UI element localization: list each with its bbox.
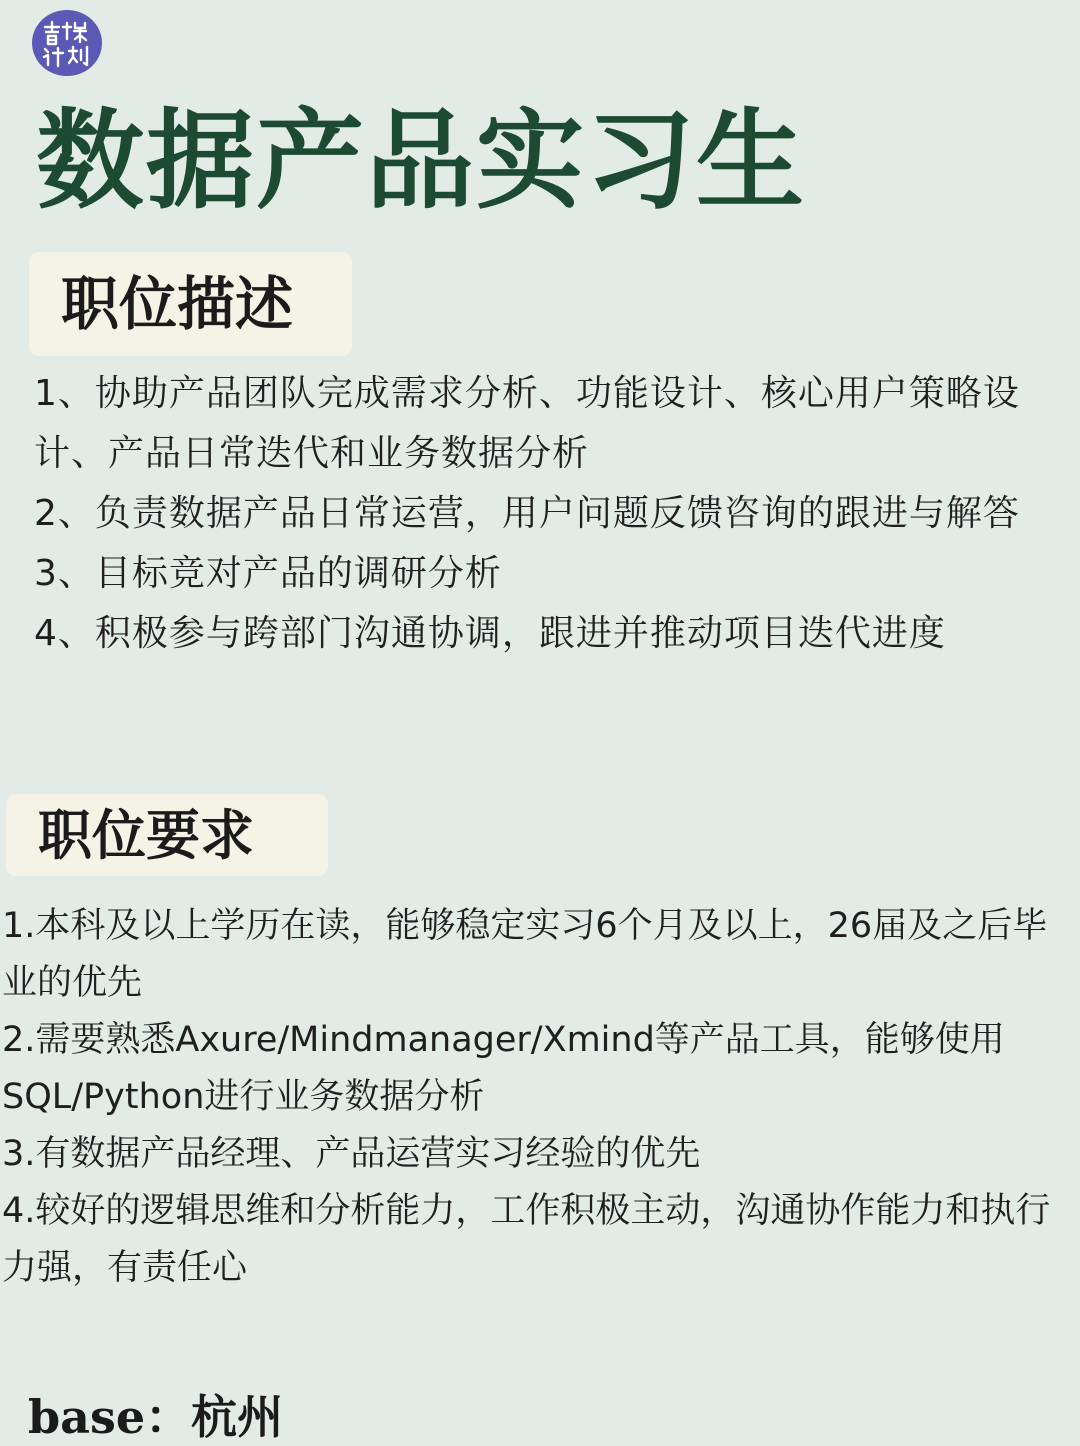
work-location: base：杭州 (28, 1390, 284, 1444)
description-item: 3、目标竞对产品的调研分析 (34, 553, 502, 594)
requirement-item: 2.需要熟悉Axure/Mindmanager/Xmind等产品工具，能够使用SQL/Python进行业务数据分析 (2, 1020, 1005, 1117)
requirement-item: 1.本科及以上学历在读，能够稳定实习6个月及以上，26届及之后毕业的优先 (2, 906, 1048, 1003)
description-item: 2、负责数据产品日常运营，用户问题反馈咨询的跟进与解答 (34, 493, 1020, 534)
page-title: 数据产品实习生 (36, 98, 807, 224)
section-heading-description: 职位描述 (29, 252, 352, 356)
description-item: 4、积极参与跨部门沟通协调，跟进并推动项目迭代进度 (34, 613, 946, 654)
requirement-item: 3.有数据产品经理、产品运营实习经验的优先 (2, 1134, 701, 1174)
description-item: 1、协助产品团队完成需求分析、功能设计、核心用户策略设计、产品日常迭代和业务数据分析 (34, 373, 1020, 474)
requirement-item: 4.较好的逻辑思维和分析能力，工作积极主动，沟通协作能力和执行力强，有责任心 (2, 1191, 1051, 1288)
description-list (34, 364, 1044, 664)
brand-logo (32, 10, 102, 76)
section-heading-requirements: 职位要求 (6, 794, 328, 876)
brand-logo-mark (39, 17, 95, 69)
requirements-list (2, 898, 1052, 1297)
